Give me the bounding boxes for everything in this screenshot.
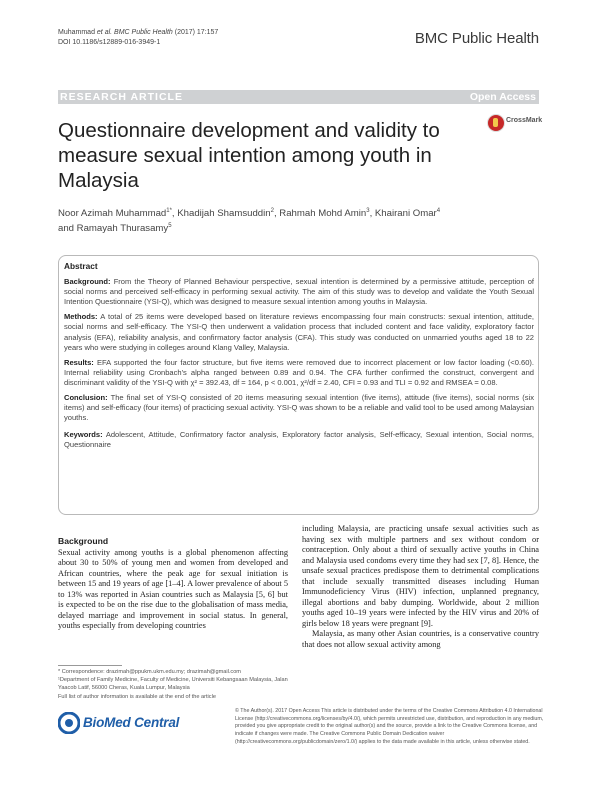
publisher-name: BioMed Central — [83, 715, 180, 730]
footnote-rule — [58, 665, 122, 666]
affiliation-marker[interactable]: 2 — [270, 208, 274, 214]
journal-name: BMC Public Health — [414, 30, 539, 47]
biomed-central-icon — [58, 712, 80, 734]
abstract-keywords: Keywords: Adolescent, Attitude, Confirmatory factor analysis, Exploratory factor analysis, Self-efficacy, Sexual intention, Social norms, Questionnaire — [64, 430, 534, 450]
correspondence: * Correspondence: drazimah@ppukm.ukm.edu.my; drazimah@gmail.com — [58, 669, 241, 675]
running-header — [58, 28, 218, 48]
affiliation-marker[interactable]: 1* — [166, 208, 172, 214]
body-paragraph: including Malaysia, are practicing unsafe sexual activities such as having sex with multiple partners and sex without condom or contraception. Only about a third of sexually active youths in China and Malaysia used condoms every time they had sex [7, 8]. Hence, the unsafe sexual practices predispose them to detrimental complications that include sexually transmitted diseases including Human Immunodeficiency Virus (HIV) infection, unplanned pregnancy, illegal abortions and baby dumping. Worldwide, about 2 million youths aged 10–19 years were infected by the HIV virus and 20% of girls below 18 years were pregnant [9]. — [302, 524, 539, 628]
affiliation-marker[interactable]: 5 — [168, 223, 172, 230]
biomed-central-logo — [58, 712, 208, 734]
section-heading-background: Background — [58, 536, 109, 546]
article-type-band — [58, 90, 539, 104]
footnotes — [58, 668, 294, 701]
abstract-results: Results: EFA supported the four factor structure, but five items were removed due to incorrect placement or low factor loading (<0.60). Internal reliability using Cronbach's alpha ranged between 0.89 and 0.94. The CFA further confirmed the construct, convergent and discriminant validity of the YSI-Q with χ² = 392.43, df = 164, p < 0.001, χ²/df = 2.40, CFI = 0.93 and TLI = 0.92 and RMSEA = 0.08. — [64, 357, 534, 387]
body-column-left — [58, 536, 288, 632]
abstract-conclusion: Conclusion: The final set of YSI-Q consisted of 20 items measuring sexual intention (five items), attitude (five items), social norms (six items) and self-efficacy (four items) of practicing sexual activity. YSI-Q was shown to be a reliable and valid tool to be used among Malaysian youths. — [64, 393, 534, 423]
license-statement: © The Author(s). 2017 Open Access This article is distributed under the terms of the Creative Commons Attribution 4.0 International License (http://creativecommons.org/licenses/by/4.0/), which permits unrestricted use, distribution, and reproduction in any medium, provided you give appropriate credit to the original author(s) and the source, provide a link to the Creative Commons license, and indicate if changes were made. The Creative Commons Public Domain Dedication waiver (http://creativecommons.org/publicdomain/zero/1.0/) applies to the data made available in this article, unless otherwise stated. — [235, 708, 544, 745]
body-column-right — [302, 524, 539, 651]
citation: Muhammad et al. BMC Public Health (2017) 17:157 — [58, 29, 219, 36]
article-title: Questionnaire development and validity to measure sexual intention among youth in Malaysia — [58, 119, 440, 192]
open-access-label: Open Access — [469, 91, 536, 103]
article-type: RESEARCH ARTICLE — [60, 91, 183, 103]
abstract-box — [58, 255, 539, 515]
author-name: and Ramayah Thurasamy — [58, 223, 169, 235]
author-name: Rahmah Mohd Amin — [279, 208, 367, 220]
body-paragraph: Sexual activity among youths is a global phenomenon affecting about 30 to 50% of young men and women from developed and African countries, where the peak age for sexual initiation is between 15 and 19 years of age [1–4]. A lower prevalence of about 5 to 13% was reported in Asian countries such as Malaysia [5, 6] but is expected to be on the rise due to the globalisation of mass media, delayed marriage and improvement in social status. In general, youths especially from developing countries — [58, 547, 288, 631]
author-name: Khadijah Shamsuddin — [177, 208, 271, 220]
crossmark-icon — [487, 114, 505, 132]
crossmark-badge[interactable] — [487, 114, 543, 134]
author-info-note: Full list of author information is available at the end of the article — [58, 693, 216, 700]
doi[interactable]: DOI 10.1186/s12889-016-3949-1 — [58, 39, 161, 46]
affiliation: ¹Department of Family Medicine, Faculty of Medicine, Universiti Kebangsaan Malaysia, Jalan Yaacob Latif, 56000 Cheras, Kuala Lumpur, Malaysia — [58, 677, 288, 692]
abstract-methods: Methods: A total of 25 items were developed based on literature reviews encompassing four main constructs: sexual intention, attitude, social norms and self-efficacy. The YSI-Q then underwent a validation process that included content and face validity, exploratory factor analysis (EFA), reliability analysis, and confirmatory factor analysis (CFA). This study was conducted on unmarried youths aged 18 to 22 years who were studying in colleges around Klang Valley, Malaysia. — [64, 312, 534, 352]
author-list: Noor Azimah Muhammad$^{1*}$, Khadijah Shamsuddin$^2$, Rahmah Mohd Amin$^3$, Khairani Omar$^4$ and Ramayah Thurasamy$^5$ — [58, 208, 441, 235]
author-name: Noor Azimah Muhammad — [58, 208, 167, 220]
abstract-background: Background: From the Theory of Planned Behaviour perspective, sexual intention is determined by a permissive attitude, perception of social norms and perceived self-efficacy in performing sexual activity. The aim of this study was to develop and validate the Youth Sexual Intention Questionnaire (YSI-Q), which was designed to measure sexual intention among youths in Malaysia. — [64, 277, 534, 307]
body-paragraph: Malaysia, as many other Asian countries, is a conservative country that does not allow sexual activity among — [302, 629, 539, 650]
affiliation-marker[interactable]: 4 — [436, 208, 441, 214]
crossmark-label: CrossMark — [506, 117, 543, 124]
author-name: Khairani Omar — [374, 208, 437, 220]
affiliation-marker[interactable]: 3 — [366, 208, 370, 214]
abstract-heading: Abstract — [64, 261, 98, 271]
